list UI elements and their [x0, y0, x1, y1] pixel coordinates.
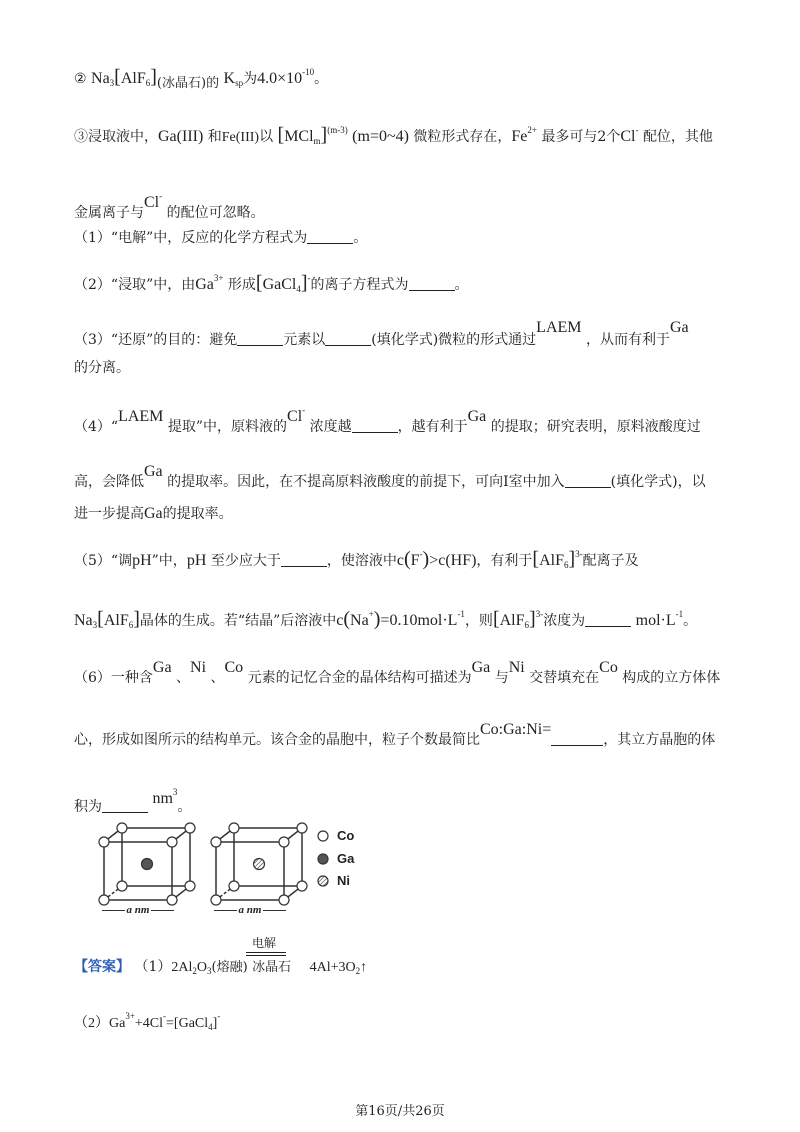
question-4-cont: 高，会降低Ga 的提取率。因此，在不提高原料液酸度的前提下，可向Ⅰ室中加入 (填化学式)，以: [74, 463, 706, 490]
co-atom: [117, 823, 127, 833]
co-atom: [297, 881, 307, 891]
answer-blank[interactable]: [237, 331, 283, 346]
answer-blank[interactable]: [409, 276, 455, 291]
co-atom: [185, 881, 195, 891]
co-atom: [167, 837, 177, 847]
note-2: ② $Na_3[AlF_6]$(冰晶石)的 $K_{sp}$为$4.0\times 10^{-10}$。: [74, 66, 329, 91]
answer-blank[interactable]: [551, 731, 603, 746]
co-atom: [185, 823, 195, 833]
question-6-cont: 心，形成如图所示的结构单元。该合金的晶胞中，粒子个数最简比Co:Ga:Ni=，其立方晶胞的体: [74, 721, 716, 748]
ni-atom: [254, 859, 265, 870]
figure-legend: [318, 831, 328, 886]
co-atom: [117, 881, 127, 891]
note-3-cont: 金属离子与Cl- 的配位可忽略。: [74, 191, 265, 221]
co-atom: [279, 837, 289, 847]
question-6: （6）一种含Ga 、Ni 、Co 元素的记忆合金的晶体结构可描述为Ga 与Ni 交替填充在Co 构成的立方体体: [74, 659, 721, 686]
question-5: （5）“调pH”中，pH 至少应大于 ，使溶液中c(F-)>c(HF)，有利于$[AlF_6]^{3-}$配离子及: [74, 548, 639, 570]
legend-ga-label: Ga: [337, 851, 355, 866]
question-4: （4）“LAEM 提取”中，原料液的Cl- 浓度越 ，越有利于Ga 的提取；研究表明，原料液酸度过: [74, 405, 701, 435]
question-6-cont2: 积为 $nm^3$。: [74, 787, 192, 815]
question-4-cont2: 进一步提高Ga的提取率。: [74, 505, 233, 522]
co-atom: [297, 823, 307, 833]
dimension-label-2: a nm: [214, 904, 286, 916]
question-5-cont: $Na_3[AlF_6]$晶体的生成。若“结晶”后溶液中$c(Na^+)=0.10mol\cdot L^{-1}$，则$[AlF_6]^{3-}$浓度为 $mol\cdot L^{-1}$。: [74, 608, 698, 630]
co-atom: [211, 837, 221, 847]
legend-co-label: Co: [337, 828, 355, 843]
co-atom: [229, 881, 239, 891]
answer-blank[interactable]: [307, 229, 353, 244]
legend-ga-marker: [318, 854, 328, 864]
answer-1: 【答案】 $(1)2Al_2O_3$(熔融) 冰晶石 $4Al+3O_2↑$: [74, 959, 368, 976]
answer-blank[interactable]: [102, 798, 148, 813]
answer-blank[interactable]: [281, 552, 327, 567]
legend-ni-label: Ni: [337, 873, 350, 888]
note-3: ③浸取液中，Ga(III) 和Fe(III)以 $[MCl_m]^{(m-3)}$ (m=0~4) 微粒形式存在，$Fe^{2+}$ 最多可与2个Cl- 配位，其他: [74, 124, 713, 146]
legend-ni-marker: [318, 876, 328, 886]
page-footer: 第16页/共26页: [355, 1104, 445, 1119]
question-3-cont: 的分离。: [74, 360, 130, 376]
answer-blank[interactable]: [325, 331, 371, 346]
question-1: （1）“电解”中，反应的化学方程式为 。: [74, 230, 368, 246]
ga-atom: [142, 859, 153, 870]
dimension-label-1: a nm: [102, 904, 174, 916]
co-atom: [229, 823, 239, 833]
reaction-condition-line: [246, 952, 286, 956]
question-3: （3）“还原”的目的：避免 元素以 (填化学式)微粒的形式通过LAEM ，从而有利于Ga: [74, 319, 689, 348]
answer-blank[interactable]: [352, 418, 398, 433]
co-atom: [99, 837, 109, 847]
answer-blank[interactable]: [585, 612, 631, 627]
question-2: （2）“浸取”中，由$Ga^{3+}$ 形成[GaCl$_4$]-的离子方程式为 。: [74, 272, 469, 294]
answer-2: $(2)Ga^{3+}+4Cl^-=[GaCl_4]^-$: [74, 1011, 221, 1032]
answer-blank[interactable]: [565, 473, 611, 488]
reaction-condition-top: 电解: [252, 936, 277, 950]
legend-co-marker: [318, 831, 328, 841]
